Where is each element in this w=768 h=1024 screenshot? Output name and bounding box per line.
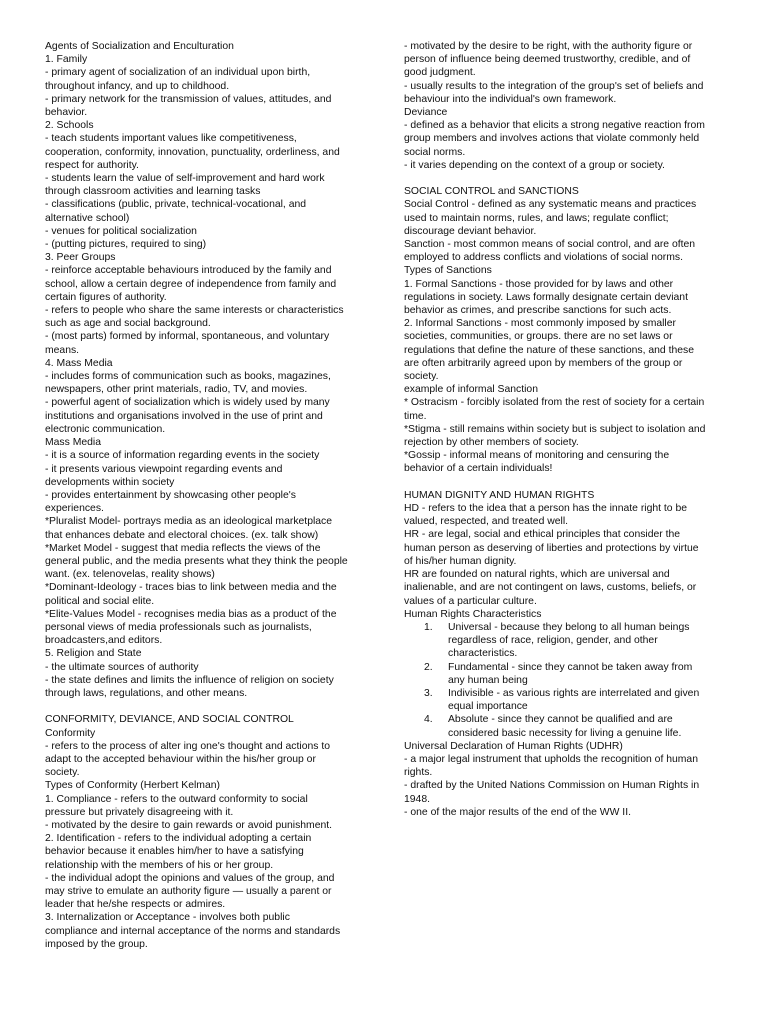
text-line: Conformity xyxy=(45,727,96,739)
text-line: used to maintain norms, rules, and laws; regulate conflict; xyxy=(404,212,669,224)
list-item-indent xyxy=(404,634,448,647)
text-line: general public, and the media presents what they think the people xyxy=(45,555,348,567)
text-line: *Dominant-Ideology - traces bias to link between media and the xyxy=(45,582,337,594)
text-line: - (putting pictures, required to sing) xyxy=(45,239,207,251)
text-line: broadcasters,and editors. xyxy=(45,635,163,647)
text-line: political and social elite. xyxy=(45,595,155,607)
text-line: 2. Informal Sanctions - most commonly imposed by smaller xyxy=(404,318,676,330)
text-line: - it varies depending on the context of a group or society. xyxy=(404,159,665,171)
text-line: * Ostracism - forcibly isolated from the rest of society for a certain xyxy=(404,397,705,409)
text-line: through laws, regulations, and other means. xyxy=(45,687,248,699)
text-line: - motivated by the desire to be right, with the authority figure or xyxy=(404,41,693,52)
left-column xyxy=(45,40,365,951)
list-item-line xyxy=(404,727,722,740)
text-line: Universal Declaration of Human Rights (UDHR) xyxy=(404,740,623,752)
text-line: good judgment. xyxy=(404,67,476,79)
text-line: Types of Conformity (Herbert Kelman) xyxy=(45,780,220,792)
text-line: - the individual adopt the opinions and values of the group, and xyxy=(45,872,335,884)
text-line: rights. xyxy=(404,767,433,779)
list-item-line xyxy=(404,661,722,674)
text-line: - motivated by the desire to gain rewards or avoid punishment. xyxy=(45,819,333,831)
text-line: personal views of media professionals such as journalists, xyxy=(45,621,312,633)
text-line: *Elite-Values Model - recognises media bias as a product of the xyxy=(45,608,337,620)
text-line: - drafted by the United Nations Commission on Human Rights in xyxy=(404,780,700,792)
text-line: example of informal Sanction xyxy=(404,384,538,396)
text-line: are often arbitrarily agreed upon by members of the group or xyxy=(404,357,683,369)
list-item-text: Indivisible - as various rights are interrelated and given xyxy=(448,687,700,699)
list-item-line xyxy=(404,713,722,726)
text-line: HD - refers to the idea that a person has the innate right to be xyxy=(404,503,688,515)
text-line: - venues for political socialization xyxy=(45,225,197,237)
text-line: society. xyxy=(404,371,439,383)
text-line: employed to address conflicts and violations of social norms. xyxy=(404,252,683,264)
text-line: 2. Identification - refers to the individual adopting a certain xyxy=(45,833,312,845)
text-line: rejection by other members of society. xyxy=(404,437,579,449)
text-line: 1. Compliance - refers to the outward conformity to social xyxy=(45,793,308,805)
text-line: societies, communities, or groups. there are no set laws or xyxy=(404,331,673,343)
text-line: social norms. xyxy=(404,146,466,158)
text-line: behavior as crimes, and prescribe sanctions for such acts. xyxy=(404,305,672,317)
list-item-line xyxy=(404,621,722,634)
text-line: inalienable, and are not contingent on laws, customs, beliefs, or xyxy=(404,582,697,594)
text-line: - students learn the value of self-improvement and hard work xyxy=(45,173,325,185)
list-item-line xyxy=(404,700,722,713)
text-line: 3. Internalization or Acceptance - involves both public xyxy=(45,912,290,924)
text-line: relationship with the members of his or her group. xyxy=(45,859,274,871)
text-line: HUMAN DIGNITY AND HUMAN RIGHTS xyxy=(404,489,595,501)
list-item-indent xyxy=(404,647,448,660)
text-line: - a major legal instrument that upholds the recognition of human xyxy=(404,753,698,765)
text-line: - primary agent of socialization of an individual upon birth, xyxy=(45,67,311,79)
text-line: that enhances debate and electoral choices. (ex. talk show) xyxy=(45,529,319,541)
blank-line xyxy=(404,172,722,185)
text-line: Human Rights Characteristics xyxy=(404,608,542,620)
text-line: regulations in society. Laws formally designate certain deviant xyxy=(404,291,688,303)
text-line: behavior because it enables him/her to have a satisfying xyxy=(45,846,304,858)
text-line: Social Control - defined as any systematic means and practices xyxy=(404,199,697,211)
list-item-number: 3. xyxy=(424,687,433,699)
text-line: leader that he/she respects or admires. xyxy=(45,899,226,911)
list-item-text: Fundamental - since they cannot be taken away from xyxy=(448,661,693,673)
text-line: imposed by the group. xyxy=(45,938,148,950)
text-line: newspapers, other print materials, radio, TV, and movies. xyxy=(45,384,308,396)
text-line: 1948. xyxy=(404,793,431,805)
text-line: compliance and internal acceptance of the norms and standards xyxy=(45,925,341,937)
text-line: Deviance xyxy=(404,107,448,119)
text-line: Agents of Socialization and Enculturation xyxy=(45,41,234,52)
text-line: want. (ex. telenovelas, reality shows) xyxy=(45,569,215,581)
text-line: - the state defines and limits the influence of religion on society xyxy=(45,674,334,686)
text-line: throughout infancy, and up to childhood. xyxy=(45,80,230,92)
text-line: person of influence being deemed trustworthy, credible, and of xyxy=(404,54,691,66)
text-line: HR are founded on natural rights, which are universal and xyxy=(404,569,670,581)
text-line: behavior of a certain individuals! xyxy=(404,463,553,475)
text-line: - classifications (public, private, technical-vocational, and xyxy=(45,199,307,211)
right-column xyxy=(404,40,722,819)
text-line: - provides entertainment by showcasing other people's xyxy=(45,489,296,501)
text-line: - one of the major results of the end of the WW II. xyxy=(404,806,631,818)
text-line: SOCIAL CONTROL and SANCTIONS xyxy=(404,186,579,198)
text-line: 5. Religion and State xyxy=(45,648,142,660)
text-line: HR - are legal, social and ethical principles that consider the xyxy=(404,529,681,541)
text-line: - refers to people who share the same interests or characteristics xyxy=(45,305,344,317)
list-item-text: considered basic necessity for living a genuine life. xyxy=(448,727,682,739)
text-line: 1. Formal Sanctions - those provided for by laws and other xyxy=(404,278,674,290)
text-line: pressure but privately disagreeing with it. xyxy=(45,806,234,818)
list-item-indent xyxy=(404,700,448,713)
list-item-text: regardless of race, religion, gender, and other xyxy=(448,635,658,647)
text-line: group members and involves actions that violate commonly held xyxy=(404,133,700,145)
text-line: alternative school) xyxy=(45,212,130,224)
text-line: cooperation, conformity, innovation, punctuality, orderliness, and xyxy=(45,146,340,158)
list-item-line xyxy=(404,687,722,700)
list-item-text: Absolute - since they cannot be qualified and are xyxy=(448,714,673,726)
blank-line xyxy=(404,476,722,489)
text-line: *Market Model - suggest that media reflects the views of the xyxy=(45,542,321,554)
text-line: of his/her human dignity. xyxy=(404,555,517,567)
text-line: 1. Family xyxy=(45,54,88,66)
list-item-text: equal importance xyxy=(448,701,528,713)
text-line: through classroom activities and learning tasks xyxy=(45,186,261,198)
text-line: certain figures of authority. xyxy=(45,291,167,303)
list-item-text: any human being xyxy=(448,674,528,686)
list-item-number: 4. xyxy=(424,714,433,726)
text-line: time. xyxy=(404,410,427,422)
text-line: Sanction - most common means of social control, and are often xyxy=(404,239,696,251)
list-item-number: 2. xyxy=(424,661,433,673)
list-item-line xyxy=(404,647,722,660)
text-line: respect for authority. xyxy=(45,159,139,171)
text-line: - primary network for the transmission of values, attitudes, and xyxy=(45,93,332,105)
text-line: CONFORMITY, DEVIANCE, AND SOCIAL CONTROL xyxy=(45,714,294,726)
text-line: - teach students important values like competitiveness, xyxy=(45,133,297,145)
text-line: valued, respected, and treated well. xyxy=(404,516,569,528)
text-line: *Gossip - informal means of monitoring and censuring the xyxy=(404,450,670,462)
text-line: developments within society xyxy=(45,476,175,488)
text-line: - (most parts) formed by informal, spontaneous, and voluntary xyxy=(45,331,330,343)
text-line: - usually results to the integration of the group's set of beliefs and xyxy=(404,80,704,92)
text-line: discourage deviant behavior. xyxy=(404,225,537,237)
text-line: *Pluralist Model- portrays media as an ideological marketplace xyxy=(45,516,333,528)
blank-line xyxy=(45,700,365,713)
text-line: behavior. xyxy=(45,107,88,119)
list-item-text: characteristics. xyxy=(448,648,518,660)
text-line: 4. Mass Media xyxy=(45,357,113,369)
text-line: means. xyxy=(45,344,80,356)
list-item-number: 1. xyxy=(424,621,433,633)
text-line: experiences. xyxy=(45,503,104,515)
right-column-top xyxy=(404,40,722,621)
text-line: regulations that define the nature of these sanctions, and these xyxy=(404,344,694,356)
right-column-bottom xyxy=(404,740,722,819)
text-line: school, allow a certain degree of independence from family and xyxy=(45,278,337,290)
text-line: may strive to emulate an authority figure — usually a parent or xyxy=(45,885,332,897)
text-line: - defined as a behavior that elicits a strong negative reaction from xyxy=(404,120,705,132)
text-line: 3. Peer Groups xyxy=(45,252,116,264)
hr-characteristics-list xyxy=(404,621,722,740)
list-item-line xyxy=(404,634,722,647)
text-line: - it is a source of information regarding events in the society xyxy=(45,450,320,462)
text-line: electronic communication. xyxy=(45,423,166,435)
list-item-indent xyxy=(404,674,448,687)
text-line: society. xyxy=(45,767,80,779)
text-line: - the ultimate sources of authority xyxy=(45,661,199,673)
text-line: - it presents various viewpoint regarding events and xyxy=(45,463,283,475)
text-line: - powerful agent of socialization which is widely used by many xyxy=(45,397,330,409)
text-line: adapt to the accepted behaviour within the his/her group or xyxy=(45,753,316,765)
text-line: *Stigma - still remains within society but is subject to isolation and xyxy=(404,423,706,435)
text-line: - includes forms of communication such as books, magazines, xyxy=(45,371,331,383)
list-item-line xyxy=(404,674,722,687)
text-line: human person as deserving of liberties and protections by virtue xyxy=(404,542,699,554)
text-line: values of a particular culture. xyxy=(404,595,537,607)
text-line: Types of Sanctions xyxy=(404,265,492,277)
text-line: - reinforce acceptable behaviours introduced by the family and xyxy=(45,265,332,277)
text-line: - refers to the process of alter ing one's thought and actions to xyxy=(45,740,331,752)
text-line: institutions and organisations involved in the use of print and xyxy=(45,410,323,422)
list-item-text: Universal - because they belong to all human beings xyxy=(448,621,690,633)
list-item-indent xyxy=(404,727,448,740)
text-line: behaviour into the individual's own framework. xyxy=(404,93,617,105)
text-line: such as age and social background. xyxy=(45,318,211,330)
text-line: Mass Media xyxy=(45,437,102,449)
text-line: 2. Schools xyxy=(45,120,94,132)
